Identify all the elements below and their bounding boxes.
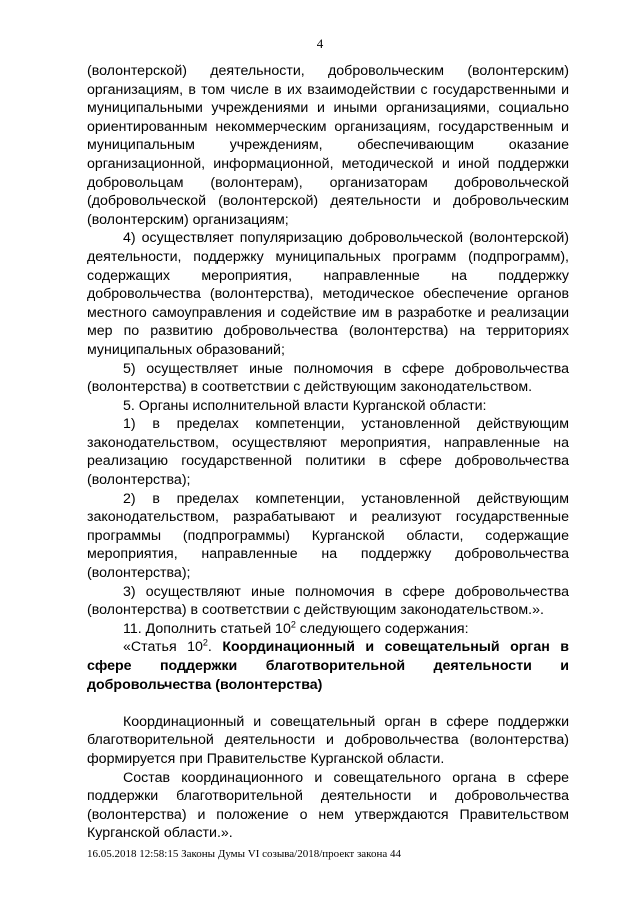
article-superscript: 2 <box>202 637 208 648</box>
addition-text: 11. Дополнить статьей 10 <box>123 620 291 637</box>
paragraph-addition <box>87 620 569 639</box>
paragraph-item-5: 5) осуществляет иные полномочия в сфере добровольчества (волонтерства) в соответствии с действующим законодательством. <box>87 360 569 396</box>
paragraph-item-4: 4) осуществляет популяризацию добровольческой (волонтерской) деятельности, поддержку муниципальных программ (подпрограмм), содержащих мероприятия, направленные на поддержку добровольчества (волонтерства), методическое обеспечение органов местного самоуправления и содействие им в разработке и реализации мер по развитию добровольчества (волонтерства) на территориях муниципальных образований; <box>87 230 569 358</box>
article-paragraph-1: Координационный и совещательный орган в сфере поддержки благотворительной деятельности и добровольчества (волонтерства) формируется при Правительстве Курганской области. <box>87 713 569 767</box>
paragraph-continuation: (волонтерской) деятельности, добровольческим (волонтерским) организациям, в том числе в их взаимодействии с государственными и муниципальными учреждениями и иными организациями, социально ориентированным некоммерческим организациям, государственным и муниципальным учреждениям, обеспечивающим оказание организационной, информационной, методической и иной поддержки добровольцам (волонтерам), организаторам добровольческой (добровольческой (волонтерской) деятельности и добровольческим (волонтерским) организациям; <box>87 63 569 228</box>
article-title: Координационный и совещательный орган в сфере поддержки благотворительной деятельности и добровольчества (волонтерства) <box>87 639 569 693</box>
article-dot: . <box>207 639 223 656</box>
paragraph-sub-2: 2) в пределах компетенции, установленной действующим законодательством, разрабатывают и реализуют государственные программы (подпрограммы) Курганской области, содержащие мероприятия, направленные на поддержку добровольчества (волонтерства); <box>87 490 569 582</box>
addition-superscript: 2 <box>290 619 296 630</box>
paragraph-sub-1: 1) в пределах компетенции, установленной действующим законодательством, осуществляют мероприятия, направленные на реализацию государственной политики в сфере добровольчества (волонтерства); <box>87 416 569 489</box>
article-heading <box>87 638 569 694</box>
article-prefix: «Статья 10 <box>123 639 203 656</box>
paragraph-sub-3: 3) осуществляют иные полномочия в сфере добровольчества (волонтерства) в соответствии с действующим законодательством.». <box>87 583 569 619</box>
document-body <box>87 62 569 843</box>
footer-stamp: 16.05.2018 12:58:15 Законы Думы VI созыва/2018/проект закона 44 <box>87 848 401 860</box>
page-number: 4 <box>316 36 324 51</box>
addition-text-end: следующего содержания: <box>295 620 469 637</box>
paragraph-section-5: 5. Органы исполнительной власти Курганской области: <box>123 397 487 414</box>
article-paragraph-2: Состав координационного и совещательного органа в сфере поддержки благотворительной деятельности и добровольчества (волонтерства) и положение о нем утверждаются Правительством Курганской области.». <box>87 769 569 842</box>
